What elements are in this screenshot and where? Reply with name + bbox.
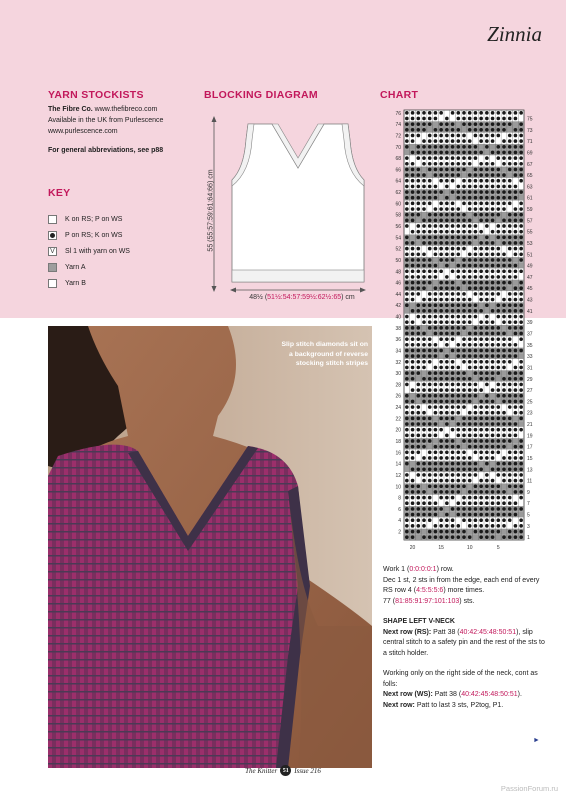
- chart-row-label: 56: [395, 223, 401, 230]
- chart-column-label: 5: [496, 545, 500, 551]
- chart-row-label: 22: [395, 416, 401, 423]
- watermark: PassionForum.ru: [500, 784, 558, 793]
- chart-row-label: 32: [395, 359, 401, 366]
- chart-row-label: 24: [395, 405, 401, 412]
- instruction-line: Next row: Patt to last 3 sts, P2tog, P1.: [383, 701, 504, 709]
- chart-row-label: 29: [527, 376, 533, 383]
- chart-row-label: 57: [527, 218, 533, 225]
- blocking-width-label: 48½ (51½:54:57:59½:62½:65) cm: [249, 294, 355, 301]
- chart-row-label: 28: [395, 382, 401, 389]
- key-item: Yarn A: [48, 259, 198, 275]
- stockists-heading: YARN STOCKISTS: [48, 89, 144, 101]
- chart-row-label: 48: [395, 269, 401, 276]
- chart-row-label: 58: [395, 212, 401, 219]
- chart-row-label: 64: [395, 178, 401, 185]
- chart-row-label: 15: [527, 455, 533, 462]
- chart-row-label: 36: [395, 337, 401, 344]
- page-number: 51: [280, 765, 291, 776]
- chart-row-label: 59: [527, 207, 533, 214]
- photo-caption: Slip stitch diamonds sit on a background of reverse stocking stitch stripes: [281, 341, 368, 367]
- continue-arrow-icon: ►: [533, 737, 540, 744]
- magazine-name: The Knitter: [245, 766, 278, 775]
- instruction-line: Work 1 (0:0:0:0:1) row.: [383, 566, 454, 573]
- chart-column-label: 15: [438, 545, 444, 551]
- page-footer: [0, 765, 566, 776]
- chart-row-label: 10: [395, 484, 401, 491]
- chart-row-label: 70: [395, 144, 401, 151]
- key-item: K on RS; P on WS: [48, 211, 198, 227]
- chart-row-label: 53: [527, 240, 533, 247]
- chart-row-label: 51: [527, 252, 533, 259]
- chart-row-label: 72: [395, 133, 401, 140]
- page-title: Zinnia: [487, 22, 542, 46]
- chart-row-label: 49: [527, 263, 533, 270]
- chart-row-label: 63: [527, 184, 533, 191]
- chart-row-label: 31: [527, 365, 533, 372]
- chart-column-label: 10: [466, 545, 473, 551]
- empty-square-icon: [48, 279, 57, 288]
- blocking-diagram: [200, 110, 370, 295]
- chart-row-label: 3: [527, 523, 530, 530]
- knitting-chart: [380, 106, 548, 561]
- chart-row-label: 41: [527, 308, 533, 315]
- chart-row-label: 66: [395, 167, 401, 174]
- chart-row-label: 73: [527, 127, 533, 134]
- chart-row-label: 40: [395, 314, 401, 321]
- grey-square-icon: [48, 263, 57, 272]
- chart-row-label: 21: [527, 422, 533, 429]
- instruction-line: Working only on the right side of the neck, cont as folls:: [383, 670, 538, 688]
- key-item: Yarn B: [48, 275, 198, 291]
- chart-row-label: 42: [395, 303, 401, 310]
- chart-row-label: 39: [527, 320, 533, 327]
- stockist-line: The Fibre Co. www.thefibreco.com: [48, 106, 158, 113]
- chart-row-label: 27: [527, 388, 533, 395]
- chart-row-label: 33: [527, 354, 533, 361]
- chart-row-label: 17: [527, 444, 533, 451]
- instructions: [383, 565, 548, 711]
- chart-row-label: 52: [395, 246, 401, 253]
- chart-row-label: 4: [398, 518, 401, 525]
- chart-row-label: 44: [395, 291, 401, 298]
- chart-row-label: 12: [395, 472, 401, 479]
- instruction-line: Next row (WS): Patt 38 (40:42:45:48:50:51).: [383, 691, 522, 698]
- chart-row-label: 54: [395, 235, 401, 242]
- blocking-height-label: 55 (55:57:59:61:64:66) cm: [207, 168, 215, 252]
- chart-row-label: 55: [527, 229, 533, 236]
- model-photo: [48, 326, 372, 768]
- stockist-link[interactable]: www.purlescence.com: [48, 128, 118, 135]
- chart-row-label: 76: [395, 110, 401, 117]
- chart-row-label: 13: [527, 467, 533, 474]
- chart-row-label: 50: [395, 257, 401, 264]
- chart-row-label: 5: [527, 512, 530, 519]
- chart-row-label: 68: [395, 156, 401, 163]
- instruction-line: Dec 1 st, 2 sts in from the edge, each end of every RS row 4 (4:5:5:5:6) more times.: [383, 576, 540, 594]
- chart-row-label: 65: [527, 173, 533, 180]
- chart-row-label: 43: [527, 297, 533, 304]
- chart-row-label: 62: [395, 190, 401, 197]
- chart-row-label: 46: [395, 280, 401, 287]
- chart-row-label: 69: [527, 150, 533, 157]
- empty-square-icon: [48, 215, 57, 224]
- chart-column-label: 20: [409, 545, 416, 551]
- chart-row-label: 47: [527, 274, 533, 281]
- chart-row-label: 20: [395, 427, 401, 434]
- chart-row-label: 25: [527, 399, 533, 406]
- chart-row-label: 6: [398, 506, 401, 513]
- chart-row-label: 11: [527, 478, 533, 485]
- chart-row-label: 45: [527, 286, 533, 293]
- key-item: P on RS; K on WS: [48, 227, 198, 243]
- chart-row-label: 67: [527, 161, 533, 168]
- chart-row-label: 2: [398, 529, 401, 536]
- chart-row-label: 14: [395, 461, 401, 468]
- v-square-icon: V: [48, 247, 57, 256]
- dot-square-icon: [48, 231, 57, 240]
- chart-row-label: 30: [395, 371, 401, 378]
- instruction-line: Next row (RS): Patt 38 (40:42:45:48:50:51), slip central stitch to a safety pin and the rest of the sts to a stitch holder.: [383, 628, 545, 657]
- instruction-line: 77 (81:85:91:97:101:103) sts.: [383, 597, 475, 605]
- chart-row-label: 34: [395, 348, 401, 355]
- chart-row-label: 1: [527, 535, 530, 542]
- chart-row-label: 38: [395, 325, 401, 332]
- chart-row-label: 23: [527, 410, 533, 417]
- chart-row-label: 35: [527, 342, 533, 349]
- chart-row-label: 60: [395, 201, 401, 208]
- chart-row-label: 75: [527, 116, 533, 123]
- blocking-heading: BLOCKING DIAGRAM: [204, 89, 318, 101]
- yarn-stockists: [48, 89, 198, 156]
- chart-row-label: 37: [527, 331, 533, 338]
- chart-row-label: 19: [527, 433, 533, 440]
- key-heading: KEY: [48, 187, 71, 199]
- chart-heading: CHART: [380, 89, 419, 101]
- chart-row-label: 18: [395, 438, 401, 445]
- stockist-line: Available in the UK from Purlescence: [48, 117, 164, 124]
- chart-row-label: 71: [527, 139, 533, 146]
- issue-number: Issue 216: [294, 766, 321, 775]
- key-item: V Sl 1 with yarn on WS: [48, 243, 198, 259]
- chart-row-label: 8: [398, 495, 401, 502]
- abbreviations-note: For general abbreviations, see p88: [48, 147, 164, 154]
- chart-row-label: 16: [395, 450, 401, 457]
- chart-key: [48, 187, 198, 291]
- chart-row-label: 7: [527, 501, 530, 508]
- chart-row-label: 9: [527, 489, 530, 496]
- chart-row-label: 61: [527, 195, 533, 202]
- chart-row-label: 74: [395, 122, 401, 129]
- chart-row-label: 26: [395, 393, 401, 400]
- section-heading: SHAPE LEFT V-NECK: [383, 618, 455, 625]
